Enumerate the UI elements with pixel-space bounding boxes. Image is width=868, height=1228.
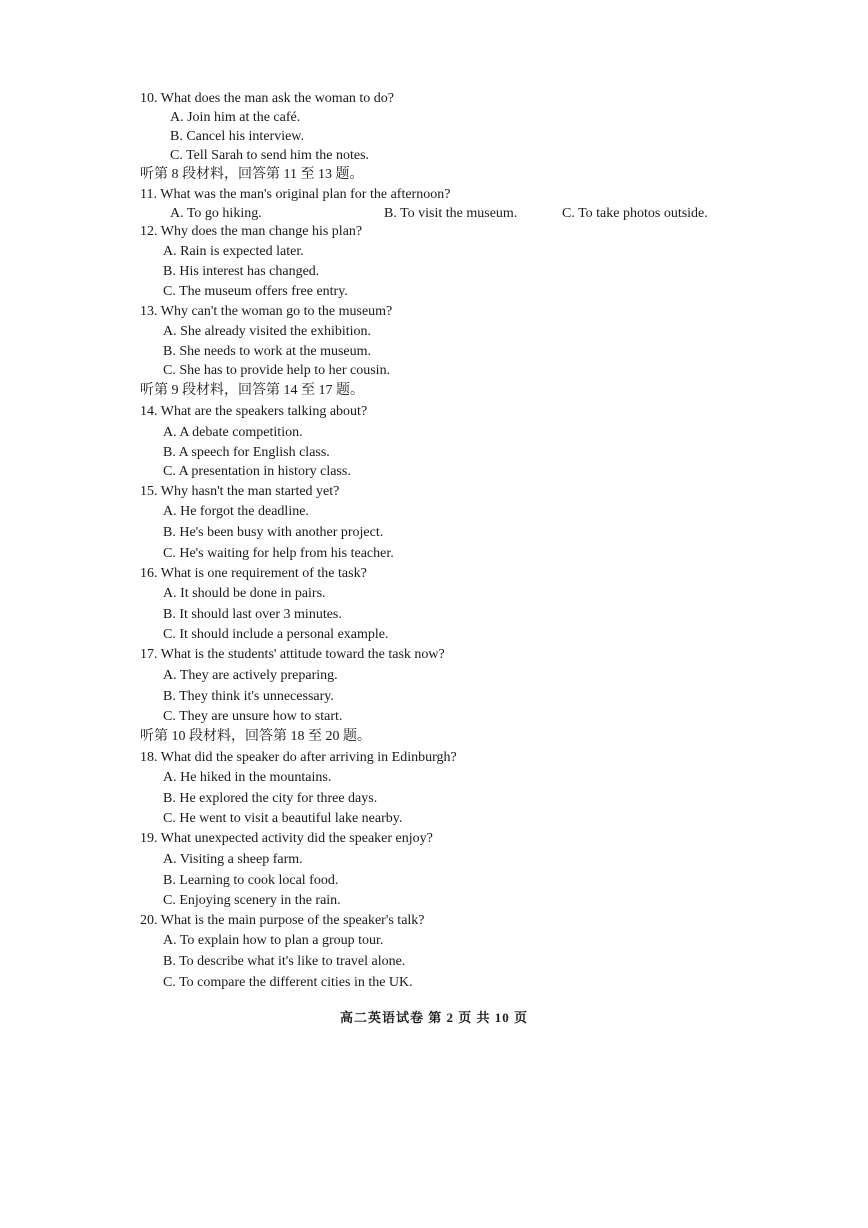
question-18-option-b: B. He explored the city for three days.: [163, 791, 378, 806]
question-20-option-a: A. To explain how to plan a group tour.: [163, 933, 384, 948]
question-13-option-a: A. She already visited the exhibition.: [163, 324, 372, 339]
question-19-option-a: A. Visiting a sheep farm.: [163, 852, 303, 867]
question-20-stem: 20. What is the main purpose of the speaker's talk?: [140, 913, 425, 928]
question-11-stem: 11. What was the man's original plan for the afternoon?: [140, 187, 451, 202]
question-15-option-b: B. He's been busy with another project.: [163, 525, 384, 540]
question-10-option-b: B. Cancel his interview.: [170, 129, 305, 144]
question-12-option-a: A. Rain is expected later.: [163, 244, 304, 259]
question-16-option-b: B. It should last over 3 minutes.: [163, 607, 342, 622]
question-16-option-a: A. It should be done in pairs.: [163, 586, 326, 601]
question-15-option-c: C. He's waiting for help from his teacher.: [163, 546, 394, 561]
question-13-stem: 13. Why can't the woman go to the museum?: [140, 304, 393, 319]
question-14-option-c: C. A presentation in history class.: [163, 464, 351, 479]
question-12-stem: 12. Why does the man change his plan?: [140, 224, 363, 239]
question-16-stem: 16. What is one requirement of the task?: [140, 566, 367, 581]
section-9-instruction: 听第 9 段材料，回答第 14 至 17 题。: [140, 383, 364, 398]
question-19-stem: 19. What unexpected activity did the speaker enjoy?: [140, 831, 433, 846]
question-15-stem: 15. Why hasn't the man started yet?: [140, 484, 340, 499]
question-11-option-c: C. To take photos outside.: [562, 206, 708, 221]
question-15-option-a: A. He forgot the deadline.: [163, 504, 309, 519]
question-12-option-b: B. His interest has changed.: [163, 264, 320, 279]
question-18-option-a: A. He hiked in the mountains.: [163, 770, 332, 785]
question-20-option-b: B. To describe what it's like to travel alone.: [163, 954, 406, 969]
question-13-option-b: B. She needs to work at the museum.: [163, 344, 372, 359]
page-footer: 高二英语试卷 第 2 页 共 10 页: [339, 1010, 528, 1025]
question-14-stem: 14. What are the speakers talking about?: [140, 404, 368, 419]
question-17-option-b: B. They think it's unnecessary.: [163, 689, 334, 704]
question-10-option-a: A. Join him at the café.: [170, 110, 301, 125]
section-10-instruction: 听第 10 段材料，回答第 18 至 20 题。: [140, 729, 371, 744]
question-11-option-b: B. To visit the museum.: [384, 206, 518, 221]
question-10-option-c: C. Tell Sarah to send him the notes.: [170, 148, 370, 163]
question-20-option-c: C. To compare the different cities in the UK.: [163, 975, 413, 990]
question-18-stem: 18. What did the speaker do after arriving in Edinburgh?: [140, 750, 457, 765]
question-14-option-b: B. A speech for English class.: [163, 445, 330, 460]
question-16-option-c: C. It should include a personal example.: [163, 627, 389, 642]
question-13-option-c: C. She has to provide help to her cousin.: [163, 363, 391, 378]
question-19-option-c: C. Enjoying scenery in the rain.: [163, 893, 341, 908]
question-10-stem: 10. What does the man ask the woman to do?: [140, 91, 395, 106]
question-19-option-b: B. Learning to cook local food.: [163, 873, 339, 888]
question-14-option-a: A. A debate competition.: [163, 425, 303, 440]
question-17-option-a: A. They are actively preparing.: [163, 668, 338, 683]
question-12-option-c: C. The museum offers free entry.: [163, 284, 348, 299]
question-11-option-a: A. To go hiking.: [170, 206, 262, 221]
question-17-option-c: C. They are unsure how to start.: [163, 709, 343, 724]
question-17-stem: 17. What is the students' attitude toward the task now?: [140, 647, 445, 662]
section-8-instruction: 听第 8 段材料，回答第 11 至 13 题。: [140, 167, 364, 182]
question-18-option-c: C. He went to visit a beautiful lake nearby.: [163, 811, 403, 826]
